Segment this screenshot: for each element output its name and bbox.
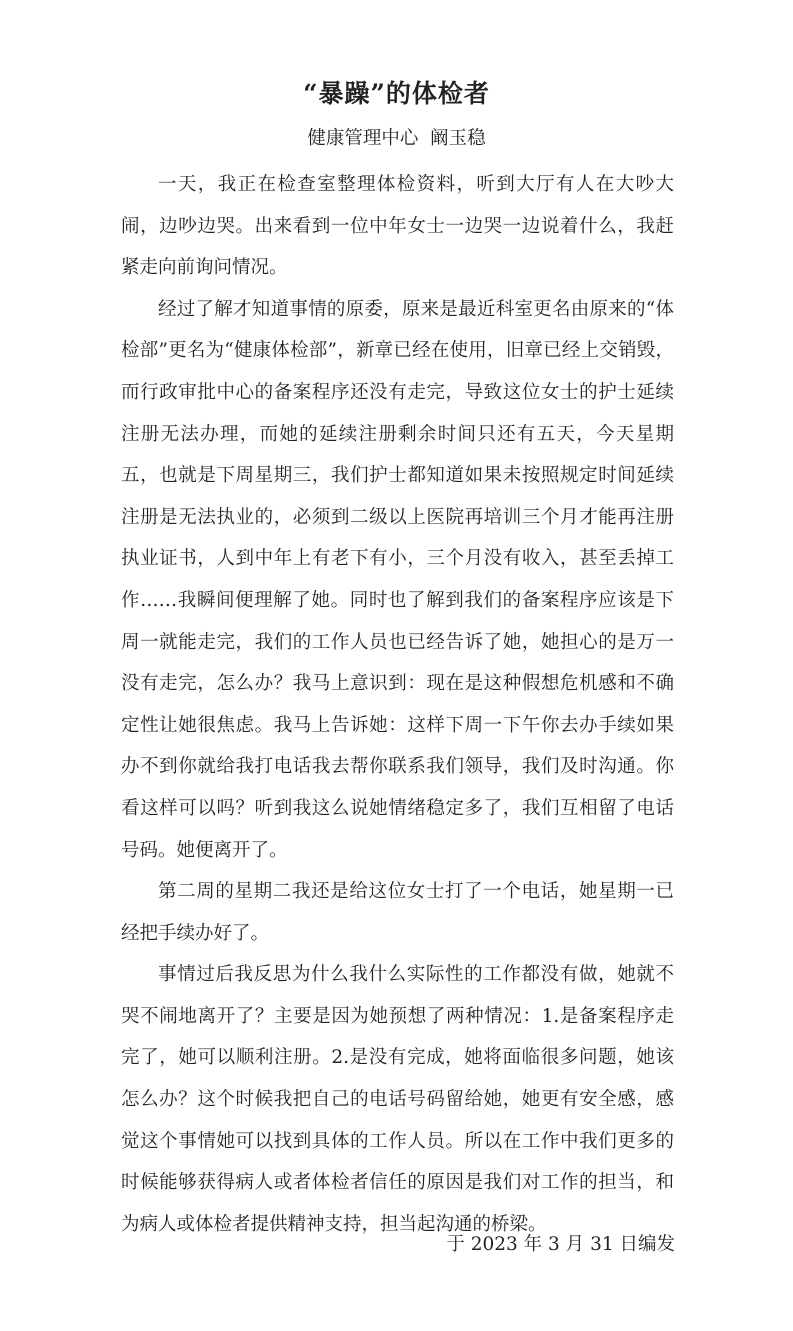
paragraph-3: 第二周的星期二我还是给这位女士打了一个电话，她星期一已经把手续办好了。 bbox=[121, 881, 674, 944]
document-title: “暴躁”的体检者 bbox=[303, 79, 490, 108]
paragraph-1: 一天，我正在检查室整理体检资料，听到大厅有人在大吵大闹，边吵边哭。出来看到一位中年女士一边哭一边说着什么，我赶紧走向前询问情况。 bbox=[121, 174, 674, 279]
article-body bbox=[121, 164, 674, 1245]
byline: 健康管理中心 阚玉稳 bbox=[307, 128, 486, 149]
publish-date: 于 2023 年 3 月 31 日编发 bbox=[446, 1234, 675, 1255]
paragraph-4: 事情过后我反思为什么我什么实际性的工作都没有做，她就不哭不闹地离开了？主要是因为她预想了两种情况：1.是备案程序走完了，她可以顺利注册。2.是没有完成，她将面临很多问题，她该怎么办？这个时候我把自己的电话号码留给她，她更有安全感，感觉这个事情她可以找到具体的工作人员。所以在工作中我们更多的时候能够获得病人或者体检者信任的原因是我们对工作的担当，和为病人或体检者提供精神支持，担当起沟通的桥梁。 bbox=[121, 964, 674, 1235]
paragraph-2: 经过了解才知道事情的原委，原来是最近科室更名由原来的“体检部”更名为“健康体检部”，新章已经在使用，旧章已经上交销毁，而行政审批中心的备案程序还没有走完，导致这位女士的护士延续注册无法办理，而她的延续注册剩余时间只还有五天，今天星期五，也就是下周星期三，我们护士都知道如果未按照规定时间延续注册是无法执业的，必须到二级以上医院再培训三个月才能再注册执业证书，人到中年上有老下有小，三个月没有收入，甚至丢掉工作……我瞬间便理解了她。同时也了解到我们的备案程序应该是下周一就能走完，我们的工作人员也已经告诉了她，她担心的是万一没有走完，怎么办？我马上意识到：现在是这种假想危机感和不确定性让她很焦虑。我马上告诉她：这样下周一下午你去办手续如果办不到你就给我打电话我去帮你联系我们领导，我们及时沟通。你看这样可以吗？听到我这么说她情绪稳定多了，我们互相留了电话号码。她便离开了。 bbox=[121, 298, 674, 861]
